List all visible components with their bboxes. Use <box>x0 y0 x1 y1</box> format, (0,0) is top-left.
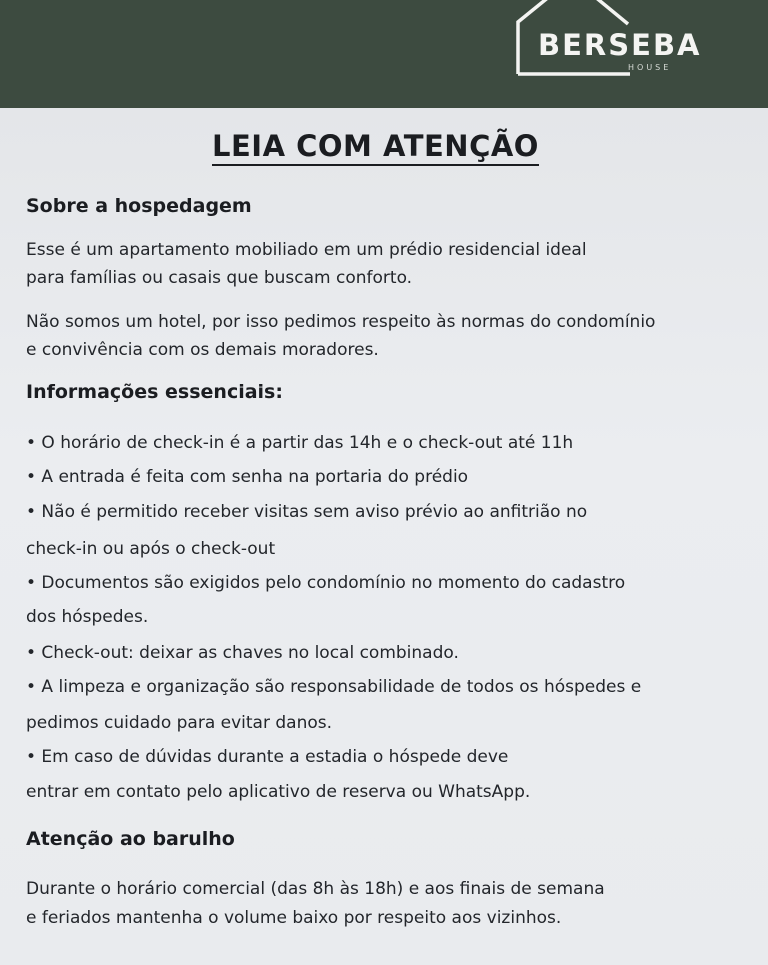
section-heading: Sobre a hospedagem <box>26 195 252 217</box>
paragraph-line: para famílias ou casais que buscam conforto. <box>26 268 413 288</box>
list-item: • Em caso de dúvidas durante a estadia o hóspede deve <box>26 747 509 767</box>
paragraph-line: Durante o horário comercial (das 8h às 18h) e aos finais de semana <box>26 879 605 899</box>
paragraph-line: Esse é um apartamento mobiliado em um prédio residencial ideal <box>26 240 587 260</box>
list-item: • A entrada é feita com senha na portaria do prédio <box>26 467 469 487</box>
brand-subtitle: HOUSE <box>628 63 672 72</box>
header-bar <box>0 0 768 108</box>
list-item: • O horário de check-in é a partir das 14h e o check-out até 11h <box>26 433 574 453</box>
document-title: LEIA COM ATENÇÃO <box>212 129 539 166</box>
list-item: pedimos cuidado para evitar danos. <box>26 713 333 733</box>
list-item: • A limpeza e organização são responsabilidade de todos os hóspedes e <box>26 677 642 697</box>
paragraph-line: e convivência com os demais moradores. <box>26 340 379 360</box>
list-item: entrar em contato pelo aplicativo de reserva ou WhatsApp. <box>26 782 531 802</box>
list-item: • Check-out: deixar as chaves no local combinado. <box>26 643 459 663</box>
section-heading: Atenção ao barulho <box>26 828 235 850</box>
list-item: • Documentos são exigidos pelo condomínio no momento do cadastro <box>26 573 626 593</box>
list-item: check-in ou após o check-out <box>26 539 276 559</box>
paragraph-line: Não somos um hotel, por isso pedimos respeito às normas do condomínio <box>26 312 656 332</box>
paragraph-line: e feriados mantenha o volume baixo por respeito aos vizinhos. <box>26 908 562 928</box>
list-item: • Não é permitido receber visitas sem aviso prévio ao anfitrião no <box>26 502 588 522</box>
list-item: dos hóspedes. <box>26 607 149 627</box>
section-heading: Informações essenciais: <box>26 381 283 403</box>
brand-name: BERSEBA <box>538 28 702 62</box>
